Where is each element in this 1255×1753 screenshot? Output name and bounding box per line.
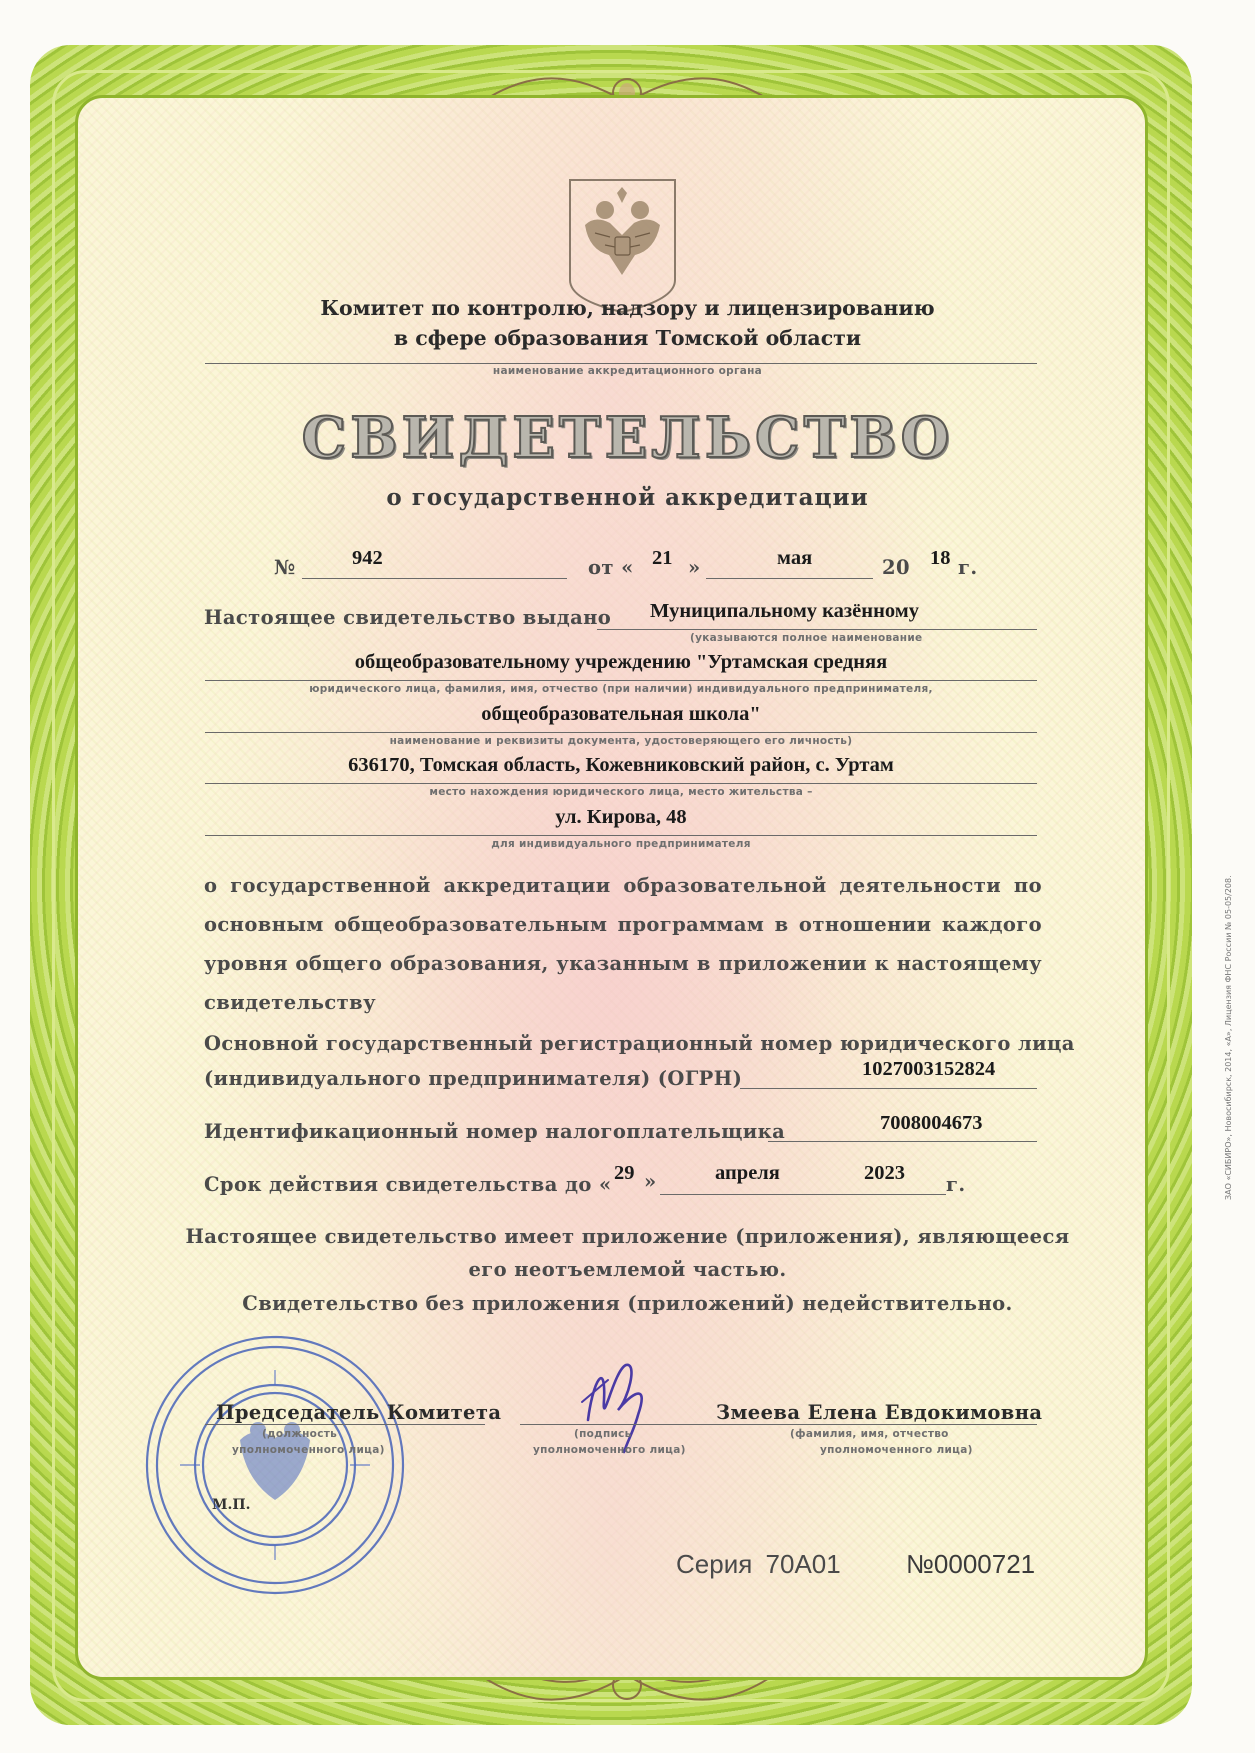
issued-name-line-3: общеобразовательная школа" xyxy=(481,703,761,725)
issued-line-1-underline xyxy=(597,629,1037,630)
mp-mark: М.П. xyxy=(212,1497,251,1513)
signature-caption-1: (подпись xyxy=(574,1428,632,1440)
number-underline xyxy=(302,578,567,579)
series-label: Серия xyxy=(676,1549,753,1579)
appendix-line-1: Настоящее свидетельство имеет приложение (приложения), являющееся xyxy=(185,1225,1070,1248)
validity-day: 29 xyxy=(614,1162,635,1184)
name-caption-2: уполномоченного лица) xyxy=(820,1444,973,1456)
coat-of-arms-icon xyxy=(565,175,680,315)
date-from-label: от « xyxy=(588,556,634,579)
number-label: № xyxy=(274,556,296,579)
address-caption-2: для индивидуального предпринимателя xyxy=(491,838,751,850)
signature-caption-2: уполномоченного лица) xyxy=(533,1444,686,1456)
form-series xyxy=(676,1549,841,1580)
validity-day-close: » xyxy=(644,1170,657,1193)
certificate-day: 21 xyxy=(652,547,673,569)
ogrn-label-line-1: Основной государственный регистрационный номер юридического лица xyxy=(204,1032,1075,1055)
appendix-line-2: его неотъемлемой частью. xyxy=(468,1258,787,1281)
ogrn-underline xyxy=(740,1088,1037,1089)
signatory-position: Председатель Комитета xyxy=(216,1401,502,1424)
signatory-name: Змеева Елена Евдокимовна xyxy=(716,1401,1043,1424)
address-caption: место нахождения юридического лица, место жительства – xyxy=(429,786,813,798)
ogrn-value: 1027003152824 xyxy=(862,1058,996,1080)
address-line-2: ул. Кирова, 48 xyxy=(555,806,687,828)
accreditation-purpose: о государственной аккредитации образовательной деятельности по основным общеобразовательным программам в отношении каждого уровня общего образования, указанным в приложении к настоящему свидетельству xyxy=(204,874,1042,1014)
year-prefix: 20 xyxy=(882,556,910,579)
authority-line-1: Комитет по контролю, надзору и лицензированию xyxy=(320,296,935,320)
ogrn-label-line-2: (индивидуального предпринимателя) (ОГРН) xyxy=(204,1067,743,1090)
authority-caption: наименование аккредитационного органа xyxy=(492,365,763,377)
issued-name-line-1: Муниципальному казённому xyxy=(650,600,919,622)
validity-year-unit: г. xyxy=(946,1173,966,1196)
authority-line-2: в сфере образования Томской области xyxy=(393,326,862,350)
form-number-value: 0000721 xyxy=(933,1549,1036,1579)
form-number-label: № xyxy=(906,1549,934,1579)
signature-underline xyxy=(520,1424,710,1425)
issued-caption-1: (указываются полное наименование xyxy=(690,632,923,644)
authority-underline xyxy=(205,363,1037,364)
position-caption-1: (должность xyxy=(262,1428,338,1440)
address-line-1: 636170, Томская область, Кожевниковский район, с. Уртам xyxy=(348,754,894,776)
validity-underline xyxy=(660,1194,946,1195)
issued-line-3-underline xyxy=(205,732,1037,733)
inn-label: Идентификационный номер налогоплательщика xyxy=(204,1120,786,1143)
issued-name-line-2: общеобразовательному учреждению "Уртамская средняя xyxy=(354,651,888,673)
validity-year: 2023 xyxy=(864,1162,905,1184)
issued-label: Настоящее свидетельство выдано xyxy=(204,606,612,629)
inn-underline xyxy=(768,1141,1037,1142)
address-line-1-underline xyxy=(205,783,1037,784)
official-seal-icon xyxy=(140,1330,410,1600)
position-caption-2: уполномоченного лица) xyxy=(232,1444,385,1456)
form-number xyxy=(906,1549,1035,1580)
printer-imprint: ЗАО «СИБИРО», Новосибирск, 2014, «А», Лицензия ФНС России № 05-05/208. xyxy=(1224,875,1233,1200)
certificate-number: 942 xyxy=(352,547,383,569)
certificate-month: мая xyxy=(777,547,813,569)
handwritten-signature xyxy=(568,1340,678,1460)
year-unit: г. xyxy=(958,556,978,579)
certificate-title: СВИДЕТЕЛЬСТВО xyxy=(301,405,954,471)
appendix-line-3: Свидетельство без приложения (приложений) недействительно. xyxy=(242,1292,1013,1315)
issued-caption-2: юридического лица, фамилия, имя, отчество (при наличии) индивидуального предпринимателя, xyxy=(309,683,933,695)
series-value: 70А01 xyxy=(765,1549,841,1579)
validity-month: апреля xyxy=(715,1162,780,1184)
issued-caption-3: наименование и реквизиты документа, удостоверяющего его личность) xyxy=(389,735,853,747)
name-caption-1: (фамилия, имя, отчество xyxy=(790,1428,949,1440)
address-line-2-underline xyxy=(205,835,1037,836)
date-day-close: » xyxy=(688,556,701,579)
certificate-subtitle: о государственной аккредитации xyxy=(386,484,869,511)
position-underline xyxy=(205,1424,485,1425)
name-underline xyxy=(705,1424,1037,1425)
certificate-year: 18 xyxy=(930,547,951,569)
inn-value: 7008004673 xyxy=(880,1112,983,1134)
month-underline xyxy=(706,578,873,579)
issued-line-2-underline xyxy=(205,680,1037,681)
validity-label: Срок действия свидетельства до « xyxy=(204,1173,612,1196)
